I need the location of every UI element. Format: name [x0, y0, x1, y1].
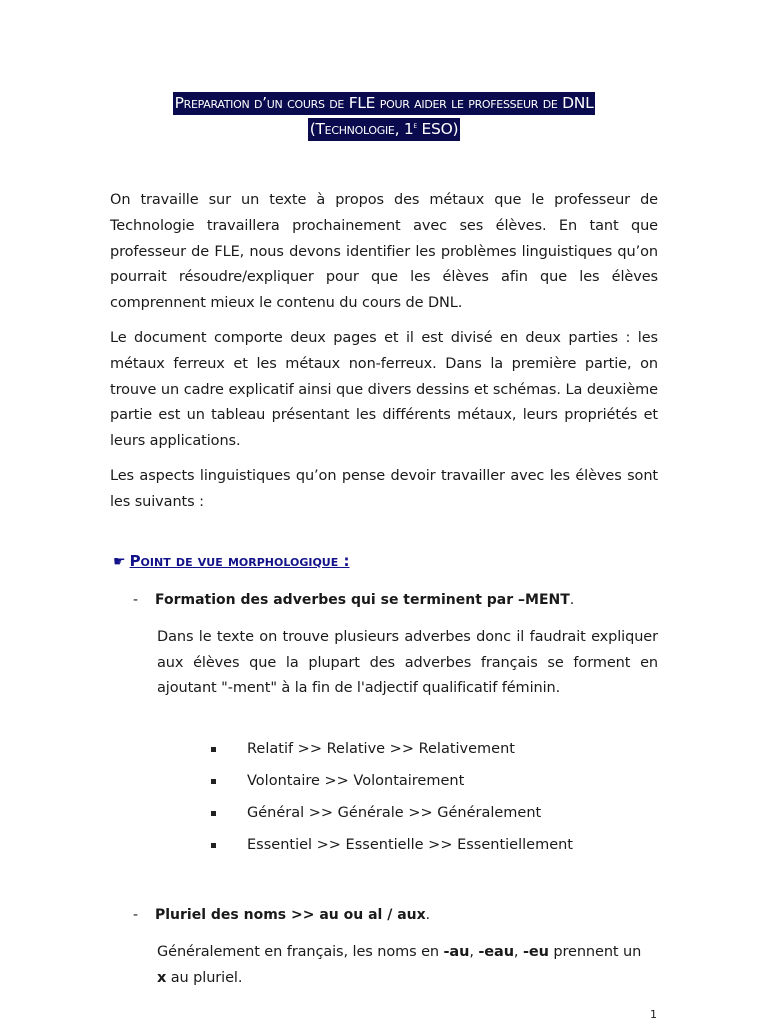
title-line-2-start: (Technologie, 1 — [309, 120, 414, 138]
square-bullet-icon — [211, 779, 216, 784]
adverb-examples-list — [208, 737, 573, 865]
separator: , — [469, 944, 479, 960]
item-heading-plural-end: . — [425, 907, 431, 923]
list-item — [208, 769, 573, 801]
document-title — [0, 92, 768, 141]
list-item-text: Général >> Générale >> Généralement — [247, 805, 542, 821]
plural-explanation — [157, 940, 658, 991]
section-heading-morphology — [113, 550, 349, 573]
suffix-eau: -eau — [478, 944, 514, 960]
section-heading-text: Point de vue morphologique : — [129, 552, 350, 570]
suffix-eu: -eu — [522, 944, 549, 960]
square-bullet-icon — [211, 843, 216, 848]
aspects-intro-paragraph: Les aspects linguistiques qu’on pense devoir travailler avec les élèves sont les suivants : — [110, 468, 658, 510]
square-bullet-icon — [211, 747, 216, 752]
adverbs-explanation: Dans le texte on trouve plusieurs adverbes donc il faudrait expliquer aux élèves que la plupart des adverbes français se forment en ajoutant "-ment" à la fin de l'adjectif qualificatif féminin. — [157, 629, 658, 697]
plural-text-part: Généralement en français, les noms en — [157, 944, 444, 960]
pointing-hand-icon: ☛ — [113, 554, 126, 570]
document-description-paragraph: Le document comporte deux pages et il est divisé en deux parties : les métaux ferreux et les métaux non-ferreux. Dans la première partie, on trouve un cadre explicatif ainsi que divers dessins et schémas. La deuxième partie est un tableau présentant les différents métaux, leurs propriétés et leurs applications. — [110, 330, 658, 450]
item-heading-adverbs-end: . — [569, 592, 575, 608]
letter-x: x — [157, 969, 167, 986]
intro-paragraph: On travaille sur un texte à propos des métaux que le professeur de Technologie travaillera prochainement avec ses élèves. En tant que professeur de FLE, nous devons identifier les problèmes linguistiques qu’on pourrait résoudre/expliquer pour que les élèves afin que les élèves comprennent mieux le contenu du cours de DNL. — [110, 192, 658, 312]
title-line-2-end: ESO) — [416, 120, 459, 138]
list-item — [208, 737, 573, 769]
item-heading-plural — [133, 904, 430, 926]
page-number: 1 — [650, 1008, 657, 1021]
suffix-au: -au — [443, 944, 470, 960]
title-line-1: Preparation d’un cours de FLE pour aider le professeur de DNL — [173, 92, 596, 115]
list-item — [208, 801, 573, 833]
plural-text-part: prennent un — [548, 944, 642, 960]
dash-marker: - — [133, 907, 139, 923]
title-line-2 — [308, 118, 460, 141]
square-bullet-icon — [211, 811, 216, 816]
dash-marker: - — [133, 592, 139, 608]
item-heading-plural-text: Pluriel des noms >> au ou al / aux — [155, 907, 426, 923]
item-heading-adverbs — [133, 589, 574, 611]
list-item-text: Essentiel >> Essentielle >> Essentiellement — [247, 837, 573, 853]
item-heading-adverbs-text: Formation des adverbes qui se terminent par –MENT — [155, 592, 570, 608]
list-item-text: Relatif >> Relative >> Relativement — [247, 741, 515, 757]
title-superscript: e — [413, 120, 417, 131]
plural-text-part: au pluriel. — [166, 969, 243, 986]
separator: , — [513, 944, 523, 960]
list-item — [208, 833, 573, 865]
list-item-text: Volontaire >> Volontairement — [247, 773, 465, 789]
